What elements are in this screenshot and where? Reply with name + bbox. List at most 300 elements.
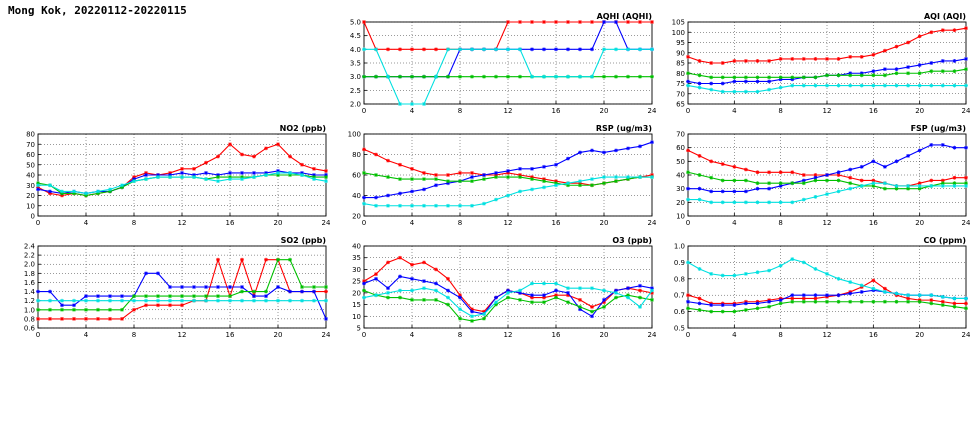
series-marker xyxy=(871,159,875,163)
series-marker xyxy=(554,183,558,187)
series-marker xyxy=(721,190,725,194)
series-marker xyxy=(744,80,748,84)
series-marker xyxy=(964,57,968,61)
chart-panel-co xyxy=(660,234,970,342)
series-marker xyxy=(506,75,510,79)
series-marker xyxy=(470,175,474,179)
series-marker xyxy=(374,75,378,79)
x-tick-label: 12 xyxy=(822,331,832,339)
series-marker xyxy=(144,294,148,298)
series-marker xyxy=(626,75,630,79)
series-marker xyxy=(240,153,244,157)
series-marker xyxy=(386,47,390,51)
series-marker xyxy=(84,192,88,196)
chart-panel-so2 xyxy=(10,234,330,342)
series-marker xyxy=(638,305,642,309)
y-tick-label: 0.8 xyxy=(23,315,35,324)
series-marker xyxy=(542,185,546,189)
y-tick-label: 0 xyxy=(30,212,35,221)
series-marker xyxy=(398,289,402,293)
series-marker xyxy=(686,55,690,59)
x-tick-label: 0 xyxy=(35,219,41,227)
series-marker xyxy=(422,261,426,265)
series-marker xyxy=(494,47,498,51)
y-tick-label: 1.6 xyxy=(23,278,35,287)
series-marker xyxy=(626,286,630,290)
series-marker xyxy=(312,290,316,294)
series-marker xyxy=(144,177,148,181)
x-tick-label: 12 xyxy=(822,107,832,115)
series-marker xyxy=(578,305,582,309)
series-marker xyxy=(767,170,771,174)
series-marker xyxy=(848,55,852,59)
series-marker xyxy=(964,184,968,188)
series-marker xyxy=(156,303,160,307)
series-marker xyxy=(964,26,968,30)
series-marker xyxy=(362,147,366,151)
series-marker xyxy=(871,287,875,291)
series-marker xyxy=(72,303,76,307)
series-marker xyxy=(590,177,594,181)
series-marker xyxy=(530,177,534,181)
series-marker xyxy=(941,303,945,307)
series-marker xyxy=(60,299,64,303)
series-marker xyxy=(848,187,852,191)
series-marker xyxy=(964,67,968,71)
series-marker xyxy=(929,184,933,188)
series-marker xyxy=(180,303,184,307)
series-marker xyxy=(132,308,136,312)
series-marker xyxy=(721,162,725,166)
series-marker xyxy=(554,75,558,79)
y-tick-label: 5 xyxy=(356,324,361,333)
series-marker xyxy=(941,184,945,188)
series-marker xyxy=(578,179,582,183)
series-marker xyxy=(848,168,852,172)
x-tick-label: 8 xyxy=(131,219,137,227)
series-marker xyxy=(964,297,968,301)
series-marker xyxy=(312,299,316,303)
series-marker xyxy=(144,271,148,275)
y-tick-label: 2.0 xyxy=(349,100,361,109)
series-marker xyxy=(767,88,771,92)
series-marker xyxy=(825,84,829,88)
series-marker xyxy=(686,261,690,265)
series-marker xyxy=(542,165,546,169)
series-marker xyxy=(790,84,794,88)
series-marker xyxy=(602,298,606,302)
series-marker xyxy=(156,294,160,298)
series-marker xyxy=(48,308,52,312)
y-tick-label: 3.0 xyxy=(349,73,361,82)
y-tick-label: 90 xyxy=(676,49,685,58)
series-marker xyxy=(650,47,654,51)
x-tick-label: 8 xyxy=(778,107,783,115)
series-marker xyxy=(168,285,172,289)
series-marker xyxy=(518,47,522,51)
series-marker xyxy=(941,143,945,147)
series-marker xyxy=(300,163,304,167)
series-marker xyxy=(698,173,702,177)
y-tick-label: 105 xyxy=(671,18,685,27)
series-marker xyxy=(590,286,594,290)
series-marker xyxy=(434,204,438,208)
series-marker xyxy=(252,175,256,179)
series-marker xyxy=(698,302,702,306)
y-tick-label: 80 xyxy=(676,69,685,78)
series-marker xyxy=(860,300,864,304)
series-marker xyxy=(918,184,922,188)
series-marker xyxy=(871,84,875,88)
series-marker xyxy=(721,303,725,307)
series-marker xyxy=(36,187,40,191)
series-marker xyxy=(446,277,450,281)
series-marker xyxy=(860,184,864,188)
series-marker xyxy=(554,289,558,293)
y-tick-label: 75 xyxy=(676,80,685,88)
series-marker xyxy=(895,184,899,188)
x-tick-label: 8 xyxy=(778,219,783,227)
series-marker xyxy=(602,175,606,179)
series-marker xyxy=(814,57,818,61)
x-tick-label: 20 xyxy=(599,331,609,339)
x-tick-label: 4 xyxy=(409,107,415,115)
series-marker xyxy=(953,69,957,73)
series-marker xyxy=(168,294,172,298)
series-marker xyxy=(374,293,378,297)
x-tick-label: 16 xyxy=(551,219,561,227)
series-marker xyxy=(883,300,887,304)
series-marker xyxy=(422,75,426,79)
series-marker xyxy=(434,183,438,187)
x-tick-label: 24 xyxy=(647,107,656,115)
series-marker xyxy=(362,171,366,175)
series-marker xyxy=(410,277,414,281)
series-marker xyxy=(953,176,957,180)
series-marker xyxy=(650,298,654,302)
series-marker xyxy=(638,284,642,288)
chart-panel-aqhi xyxy=(336,10,656,118)
series-marker xyxy=(590,310,594,314)
series-marker xyxy=(802,300,806,304)
series-marker xyxy=(860,179,864,183)
series-marker xyxy=(883,187,887,191)
series-marker xyxy=(446,296,450,300)
series-marker xyxy=(883,73,887,77)
x-tick-label: 4 xyxy=(409,219,415,227)
series-marker xyxy=(578,47,582,51)
series-marker xyxy=(721,90,725,94)
series-marker xyxy=(494,75,498,79)
series-marker xyxy=(686,306,690,310)
series-marker xyxy=(482,173,486,177)
series-marker xyxy=(614,296,618,300)
series-marker xyxy=(906,293,910,297)
x-tick-label: 24 xyxy=(961,219,970,227)
series-marker xyxy=(180,175,184,179)
series-marker xyxy=(312,167,316,171)
x-tick-label: 20 xyxy=(599,219,609,227)
series-marker xyxy=(410,167,414,171)
series-marker xyxy=(156,299,160,303)
series-marker xyxy=(883,290,887,294)
series-marker xyxy=(458,47,462,51)
series-marker xyxy=(929,84,933,88)
x-tick-label: 12 xyxy=(503,219,513,227)
series-marker xyxy=(626,47,630,51)
series-marker xyxy=(825,57,829,61)
series-marker xyxy=(506,175,510,179)
series-marker xyxy=(362,289,366,293)
series-marker xyxy=(638,20,642,24)
series-marker xyxy=(204,299,208,303)
series-marker xyxy=(848,73,852,77)
y-tick-label: 0.8 xyxy=(673,275,685,284)
series-marker xyxy=(398,296,402,300)
series-marker xyxy=(578,298,582,302)
series-marker xyxy=(506,20,510,24)
series-marker xyxy=(446,289,450,293)
series-marker xyxy=(542,282,546,286)
series-marker xyxy=(252,294,256,298)
series-marker xyxy=(300,299,304,303)
series-marker xyxy=(506,194,510,198)
series-marker xyxy=(410,47,414,51)
series-marker xyxy=(709,272,713,276)
series-marker xyxy=(814,75,818,79)
series-marker xyxy=(374,272,378,276)
series-marker xyxy=(686,293,690,297)
series-marker xyxy=(626,146,630,150)
series-marker xyxy=(506,296,510,300)
series-marker xyxy=(554,296,558,300)
series-marker xyxy=(895,71,899,75)
series-marker xyxy=(744,200,748,204)
series-marker xyxy=(756,187,760,191)
series-marker xyxy=(953,302,957,306)
chart-panel-aqi xyxy=(660,10,970,118)
series-marker xyxy=(180,167,184,171)
series-marker xyxy=(132,299,136,303)
series-marker xyxy=(276,258,280,262)
y-tick-label: 40 xyxy=(26,171,35,180)
series-marker xyxy=(953,297,957,301)
x-tick-label: 8 xyxy=(457,331,463,339)
series-marker xyxy=(36,290,40,294)
series-marker xyxy=(860,283,864,287)
series-marker xyxy=(446,173,450,177)
chart-title: SO2 (ppb) xyxy=(280,236,326,245)
series-marker xyxy=(709,88,713,92)
chart-title: NO2 (ppb) xyxy=(279,124,326,133)
y-tick-label: 40 xyxy=(352,192,361,200)
x-tick-label: 0 xyxy=(685,331,691,339)
series-marker xyxy=(458,179,462,183)
x-tick-label: 4 xyxy=(83,331,89,339)
series-marker xyxy=(802,84,806,88)
y-tick-label: 0.7 xyxy=(673,291,685,300)
series-marker xyxy=(906,154,910,158)
series-marker xyxy=(108,317,112,321)
series-marker xyxy=(192,285,196,289)
series-marker xyxy=(953,28,957,32)
series-marker xyxy=(60,190,64,194)
series-marker xyxy=(288,171,292,175)
series-marker xyxy=(566,75,570,79)
x-tick-label: 8 xyxy=(457,219,463,227)
series-marker xyxy=(458,204,462,208)
series-marker xyxy=(779,57,783,61)
series-marker xyxy=(494,175,498,179)
series-marker xyxy=(756,75,760,79)
series-marker xyxy=(590,75,594,79)
x-tick-label: 24 xyxy=(321,219,330,227)
y-tick-label: 0.6 xyxy=(673,308,685,317)
series-marker xyxy=(895,300,899,304)
series-marker xyxy=(941,295,945,299)
series-marker xyxy=(192,294,196,298)
series-marker xyxy=(216,299,220,303)
y-tick-label: 40 xyxy=(352,242,361,251)
series-marker xyxy=(906,65,910,69)
y-tick-label: 1.8 xyxy=(23,269,35,278)
series-marker xyxy=(790,200,794,204)
series-marker xyxy=(929,30,933,34)
y-tick-label: 10 xyxy=(26,202,35,211)
series-marker xyxy=(767,75,771,79)
series-marker xyxy=(458,296,462,300)
series-marker xyxy=(871,73,875,77)
series-marker xyxy=(626,20,630,24)
series-marker xyxy=(434,268,438,272)
series-marker xyxy=(252,155,256,159)
series-marker xyxy=(837,293,841,297)
series-marker xyxy=(506,169,510,173)
series-marker xyxy=(518,75,522,79)
series-marker xyxy=(732,90,736,94)
series-marker xyxy=(108,294,112,298)
y-tick-label: 2.0 xyxy=(23,260,35,269)
y-tick-label: 85 xyxy=(676,59,685,68)
x-tick-label: 24 xyxy=(321,331,330,339)
series-marker xyxy=(96,294,100,298)
series-marker xyxy=(120,294,124,298)
series-marker xyxy=(518,298,522,302)
series-marker xyxy=(686,170,690,174)
series-marker xyxy=(825,192,829,196)
series-marker xyxy=(779,200,783,204)
series-marker xyxy=(288,299,292,303)
series-marker xyxy=(895,67,899,71)
series-marker xyxy=(518,175,522,179)
series-marker xyxy=(362,296,366,300)
series-marker xyxy=(386,75,390,79)
y-tick-label: 30 xyxy=(676,185,685,194)
series-marker xyxy=(422,298,426,302)
series-marker xyxy=(602,151,606,155)
series-marker xyxy=(324,317,328,321)
series-marker xyxy=(446,75,450,79)
series-marker xyxy=(506,291,510,295)
series-marker xyxy=(470,171,474,175)
x-tick-label: 12 xyxy=(177,219,187,227)
series-marker xyxy=(300,173,304,177)
series-marker xyxy=(895,45,899,49)
x-tick-label: 0 xyxy=(361,107,367,115)
series-marker xyxy=(374,173,378,177)
series-marker xyxy=(779,264,783,268)
series-marker xyxy=(216,258,220,262)
series-marker xyxy=(36,183,40,187)
series-marker xyxy=(324,299,328,303)
series-marker xyxy=(84,308,88,312)
y-tick-label: 2.2 xyxy=(23,251,35,260)
series-marker xyxy=(362,202,366,206)
series-marker xyxy=(434,289,438,293)
series-marker xyxy=(686,80,690,84)
series-marker xyxy=(422,286,426,290)
series-marker xyxy=(228,294,232,298)
series-marker xyxy=(168,299,172,303)
series-marker xyxy=(72,190,76,194)
series-marker xyxy=(767,181,771,185)
x-tick-label: 0 xyxy=(685,107,691,115)
series-marker xyxy=(542,47,546,51)
x-tick-label: 12 xyxy=(503,107,513,115)
series-marker xyxy=(530,47,534,51)
y-tick-label: 1.0 xyxy=(23,306,35,315)
series-marker xyxy=(614,47,618,51)
series-marker xyxy=(60,303,64,307)
y-tick-label: 50 xyxy=(676,157,685,166)
series-marker xyxy=(721,274,725,278)
series-marker xyxy=(883,287,887,291)
series-marker xyxy=(240,290,244,294)
series-marker xyxy=(638,175,642,179)
series-marker xyxy=(422,204,426,208)
y-tick-label: 3.5 xyxy=(349,59,361,68)
series-marker xyxy=(779,86,783,90)
series-marker xyxy=(434,75,438,79)
series-marker xyxy=(906,184,910,188)
series-marker xyxy=(721,82,725,86)
series-marker xyxy=(132,294,136,298)
y-tick-label: 50 xyxy=(26,161,35,170)
series-marker xyxy=(590,314,594,318)
series-marker xyxy=(434,47,438,51)
series-marker xyxy=(790,181,794,185)
series-marker xyxy=(871,53,875,57)
series-marker xyxy=(953,305,957,309)
x-tick-label: 12 xyxy=(503,331,513,339)
series-marker xyxy=(216,179,220,183)
series-marker xyxy=(732,59,736,63)
series-marker xyxy=(482,312,486,316)
x-tick-label: 4 xyxy=(732,107,737,115)
series-marker xyxy=(446,204,450,208)
series-marker xyxy=(590,149,594,153)
x-tick-label: 0 xyxy=(361,331,367,339)
series-marker xyxy=(790,57,794,61)
x-tick-label: 20 xyxy=(915,331,925,339)
series-marker xyxy=(458,75,462,79)
series-marker xyxy=(848,181,852,185)
series-marker xyxy=(362,47,366,51)
x-tick-label: 20 xyxy=(599,107,609,115)
series-marker xyxy=(756,181,760,185)
series-marker xyxy=(614,20,618,24)
series-marker xyxy=(398,47,402,51)
